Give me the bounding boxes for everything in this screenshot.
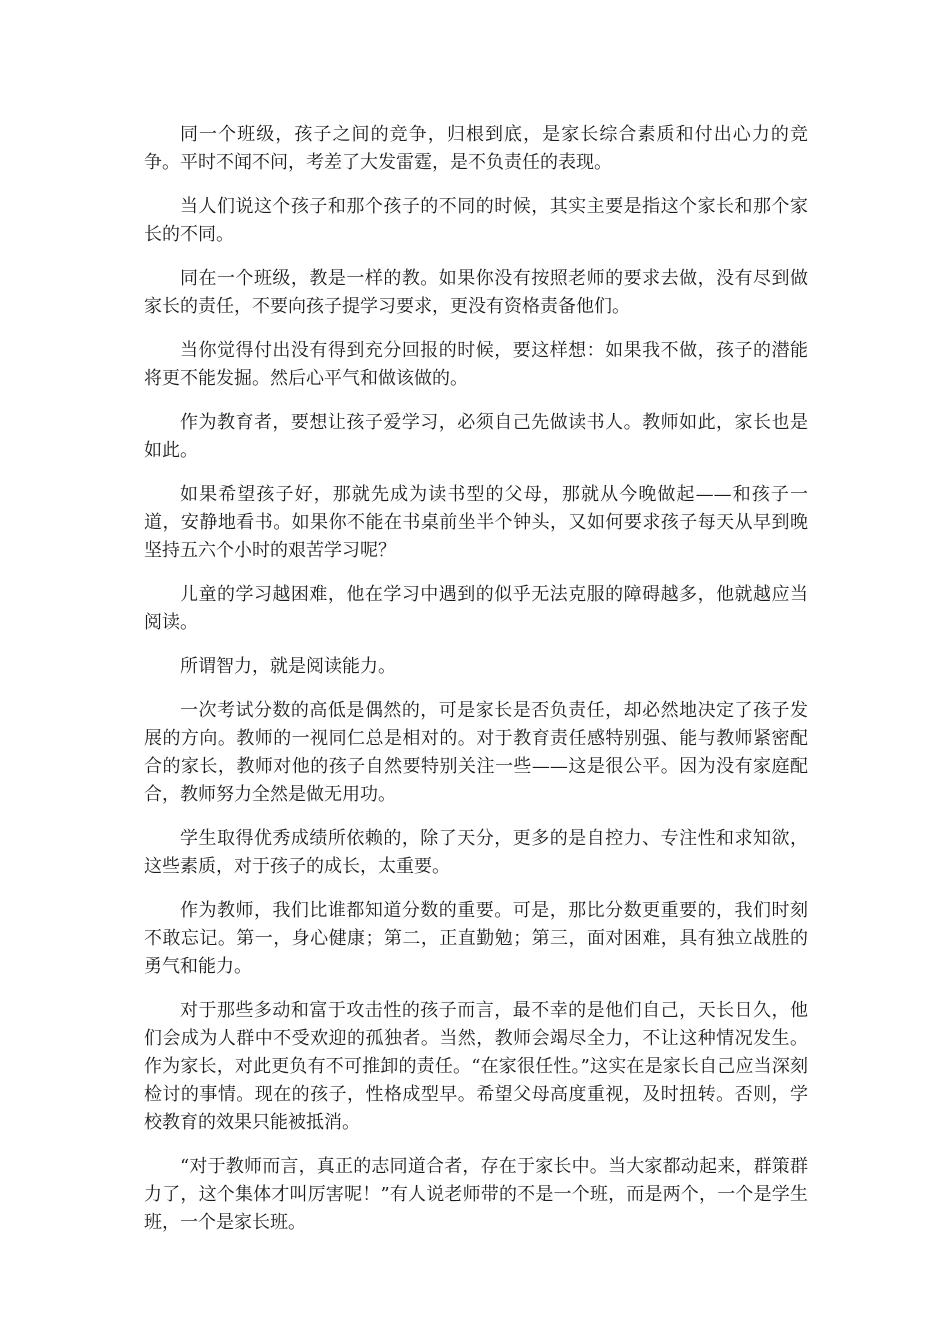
paragraph: 同一个班级，孩子之间的竞争，归根到底，是家长综合素质和付出心力的竞争。平时不闻不问，考差了大发雷霆，是不负责任的表现。 [144, 124, 808, 173]
document-body [144, 121, 808, 1253]
paragraph: 学生取得优秀成绩所依赖的，除了天分，更多的是自控力、专注性和求知欲，这些素质，对于孩子的成长，太重要。 [144, 828, 808, 877]
paragraph: 当人们说这个孩子和那个孩子的不同的时候，其实主要是指这个家长和那个家长的不同。 [144, 196, 808, 245]
paragraph: 当你觉得付出没有得到充分回报的时候，要这样想：如果我不做，孩子的潜能将更不能发掘。然后心平气和做该做的。 [144, 340, 808, 389]
paragraph: 如果希望孩子好，那就先成为读书型的父母，那就从今晚做起——和孩子一道，安静地看书。如果你不能在书桌前坐半个钟头，又如何要求孩子每天从早到晚坚持五六个小时的艰苦学习呢？ [144, 484, 808, 561]
paragraph: 儿童的学习越困难，他在学习中遇到的似乎无法克服的障碍越多，他就越应当阅读。 [144, 584, 808, 633]
paragraph: “对于教师而言，真正的志同道合者，存在于家长中。当大家都动起来，群策群力了，这个集体才叫厉害呢！”有人说老师带的不是一个班，而是两个，一个是学生班，一个是家长班。 [144, 1156, 808, 1233]
paragraph: 对于那些多动和富于攻击性的孩子而言，最不幸的是他们自己，天长日久，他们会成为人群中不受欢迎的孤独者。当然，教师会竭尽全力，不让这种情况发生。作为家长，对此更负有不可推卸的责任。“在家很任性。”这实在是家长自己应当深刻检讨的事情。现在的孩子，性格成型早。希望父母高度重视，及时扭转。否则，学校教育的效果只能被抵消。 [144, 1000, 808, 1133]
paragraph: 作为教师，我们比谁都知道分数的重要。可是，那比分数更重要的，我们时刻不敢忘记。第一，身心健康；第二，正直勤勉；第三，面对困难，具有独立战胜的勇气和能力。 [144, 900, 808, 977]
paragraph: 所谓智力，就是阅读能力。 [180, 656, 396, 677]
paragraph: 同在一个班级，教是一样的教。如果你没有按照老师的要求去做，没有尽到做家长的责任，不要向孩子提学习要求，更没有资格责备他们。 [144, 268, 808, 317]
paragraph: 一次考试分数的高低是偶然的，可是家长是否负责任，却必然地决定了孩子发展的方向。教师的一视同仁总是相对的。对于教育责任感特别强、能与教师紧密配合的家长，教师对他的孩子自然要特别关注一些——这是很公平。因为没有家庭配合，教师努力全然是做无用功。 [144, 700, 808, 805]
paragraph: 作为教育者，要想让孩子爱学习，必须自己先做读书人。教师如此，家长也是如此。 [144, 412, 808, 461]
